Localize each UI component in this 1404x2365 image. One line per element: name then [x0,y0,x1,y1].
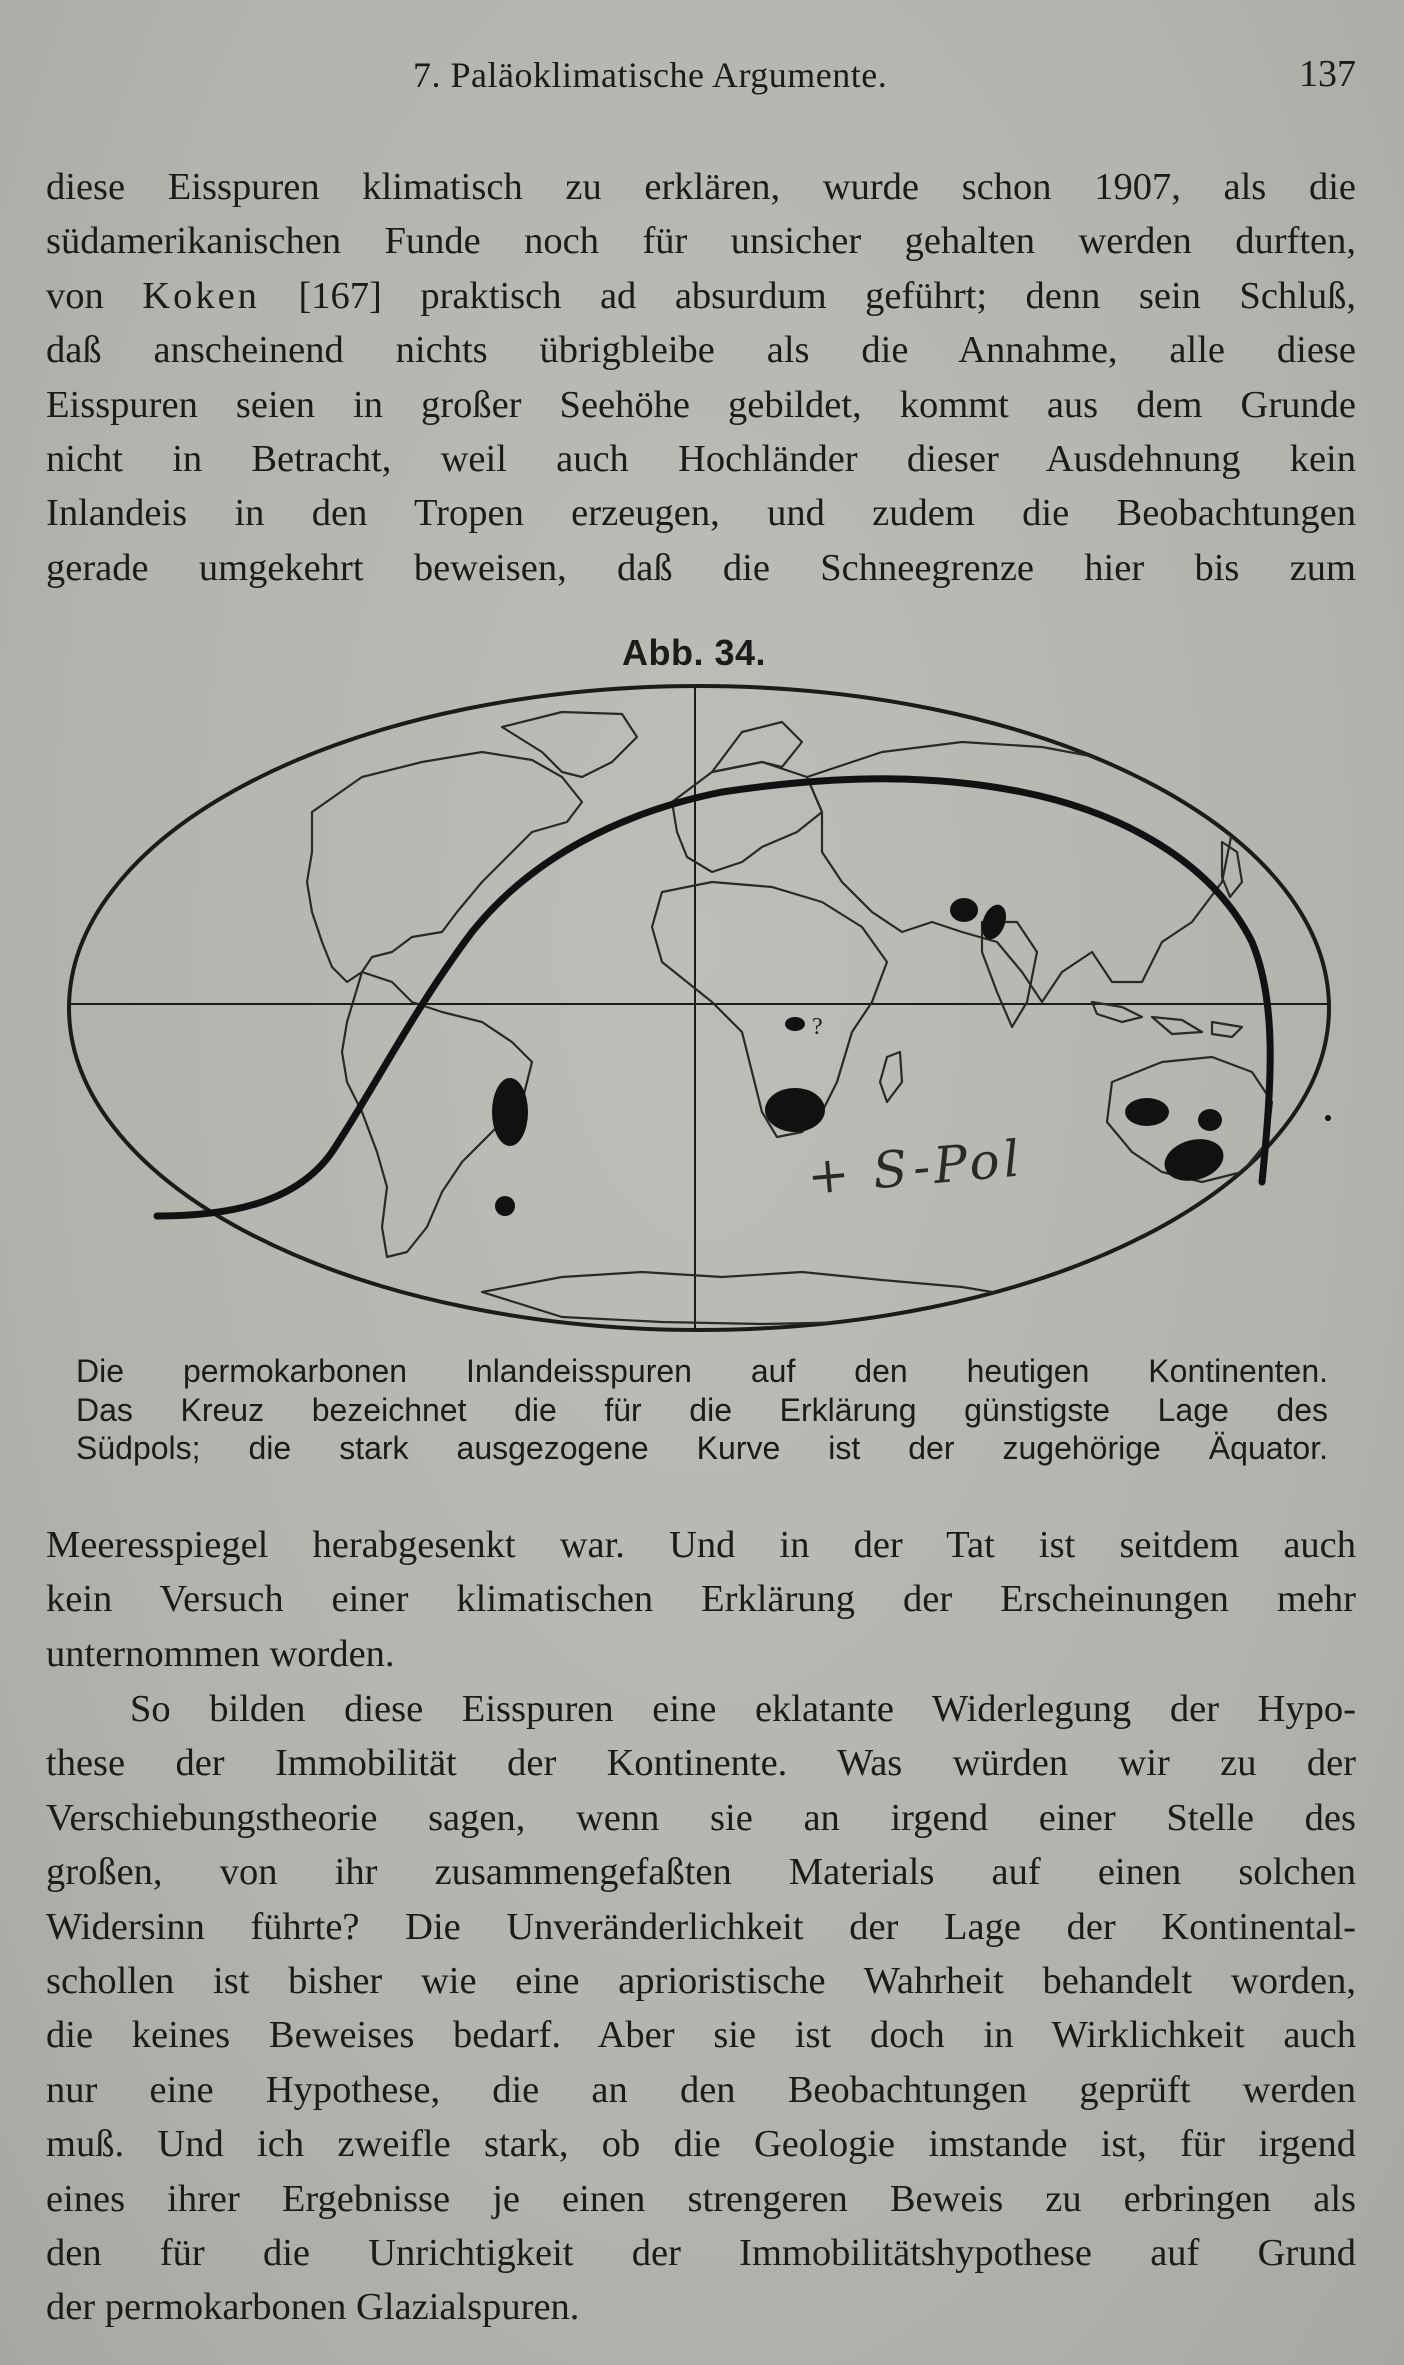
text-line: kein Versuch einer klimatischen Erklärung der Erscheinungen mehr [46,1578,1356,1621]
greenland-outline [502,712,637,777]
text-line: these der Immobilität der Kontinente. Was würden wir zu der [46,1742,1356,1785]
ice-trace-south-africa [765,1088,825,1132]
question-mark: ? [812,1014,823,1040]
paragraph-3 [46,1682,1356,2335]
text-line: gerade umgekehrt beweisen, daß die Schneegrenze hier bis zum [46,546,1356,589]
caption-line: Das Kreuz bezeichnet die für die Erklärung günstigste Lage des [76,1391,1328,1428]
text-line: südamerikanischen Funde noch für unsicher gehalten werden durften, [46,220,1356,263]
text-line: eines ihrer Ergebnisse je einen strengeren Beweis zu erbringen als [46,2177,1356,2220]
new-zealand-outline [1297,1152,1312,1187]
text-line [46,269,1356,323]
figure-label: Abb. 34. [621,632,767,673]
ice-trace-australia-east [1198,1109,1222,1131]
ice-trace-india-north [950,898,978,922]
page-number: 137 [1299,53,1356,95]
text-line: nur eine Hypothese, die an den Beobachtungen geprüft werden [46,2068,1356,2111]
text-line: der permokarbonen Glazialspuren. [46,2286,580,2329]
ice-trace-australia-north [1125,1098,1169,1126]
author-name: Koken [142,274,260,317]
text-fragment: von [46,274,104,317]
figure-caption [76,1352,1328,1468]
ice-trace-south-america [492,1078,528,1146]
text-line: So bilden diese Eisspuren eine eklatante Widerlegung der Hypo- [130,1688,1356,1730]
paleo-equator-curve [157,779,1270,1216]
text-line: Verschiebungstheorie sagen, wenn sie an irgend einer Stelle des [46,1796,1356,1839]
text-line: diese Eisspuren klimatisch zu erklären, wurde schon 1907, als die [46,166,1356,208]
text-line: den für die Unrichtigkeit der Immobilitätshypothese auf Grund [46,2232,1356,2275]
text-line: Meeresspiegel herabgesenkt war. Und in der Tat ist seitdem auch [46,1524,1356,1566]
running-header [48,48,1356,108]
caption-line: Südpols; die stark ausgezogene Kurve ist der zugehörige Äquator. [76,1430,1328,1466]
text-line: unternommen worden. [46,1632,395,1675]
paragraph-1 [46,160,1356,595]
text-line: nicht in Betracht, weil auch Hochländer dieser Ausdehnung kein [46,438,1356,481]
text-line: schollen ist bisher wie eine aprioristische Wahrheit behandelt worden, [46,1960,1356,2003]
caption-line: Die permokarbonen Inlandeisspuren auf den heutigen Kontinenten. [76,1353,1328,1389]
world-map-figure [62,682,1342,1342]
text-fragment: [167] praktisch ad absurdum geführt; denn sein Schluß, [298,274,1357,317]
ice-trace-australia-dot [1325,1115,1331,1121]
antarctica-outline [482,1272,1022,1324]
text-line: großen, von ihr zusammengefaßten Materials auf einen solchen [46,1851,1356,1894]
scandinavia-outline [712,722,802,772]
text-line: Inlandeis in den Tropen erzeugen, und zudem die Beobachtungen [46,492,1356,535]
paragraph-2 [46,1518,1356,1681]
text-line: Widersinn führte? Die Unveränderlichkeit der Lage der Kontinental- [46,1905,1356,1948]
ice-trace-central-africa [785,1017,805,1031]
handwritten-south-pole-note: + S-Pol [804,1129,1026,1206]
indonesia-outline [1092,1002,1242,1037]
madagascar-outline [880,1052,902,1102]
text-line: die keines Beweises bedarf. Aber sie ist doch in Wirklichkeit auch [46,2014,1356,2057]
text-line: daß anscheinend nichts übrigbleibe als die Annahme, alle diese [46,329,1356,372]
text-line: Eisspuren seien in großer Seehöhe gebildet, kommt aus dem Grunde [46,383,1356,426]
ice-trace-south-america-small [495,1196,515,1216]
text-line: muß. Und ich zweifle stark, ob die Geologie imstande ist, für irgend [46,2123,1356,2166]
chapter-title: 7. Paläoklimatische Argumente. [413,55,888,95]
